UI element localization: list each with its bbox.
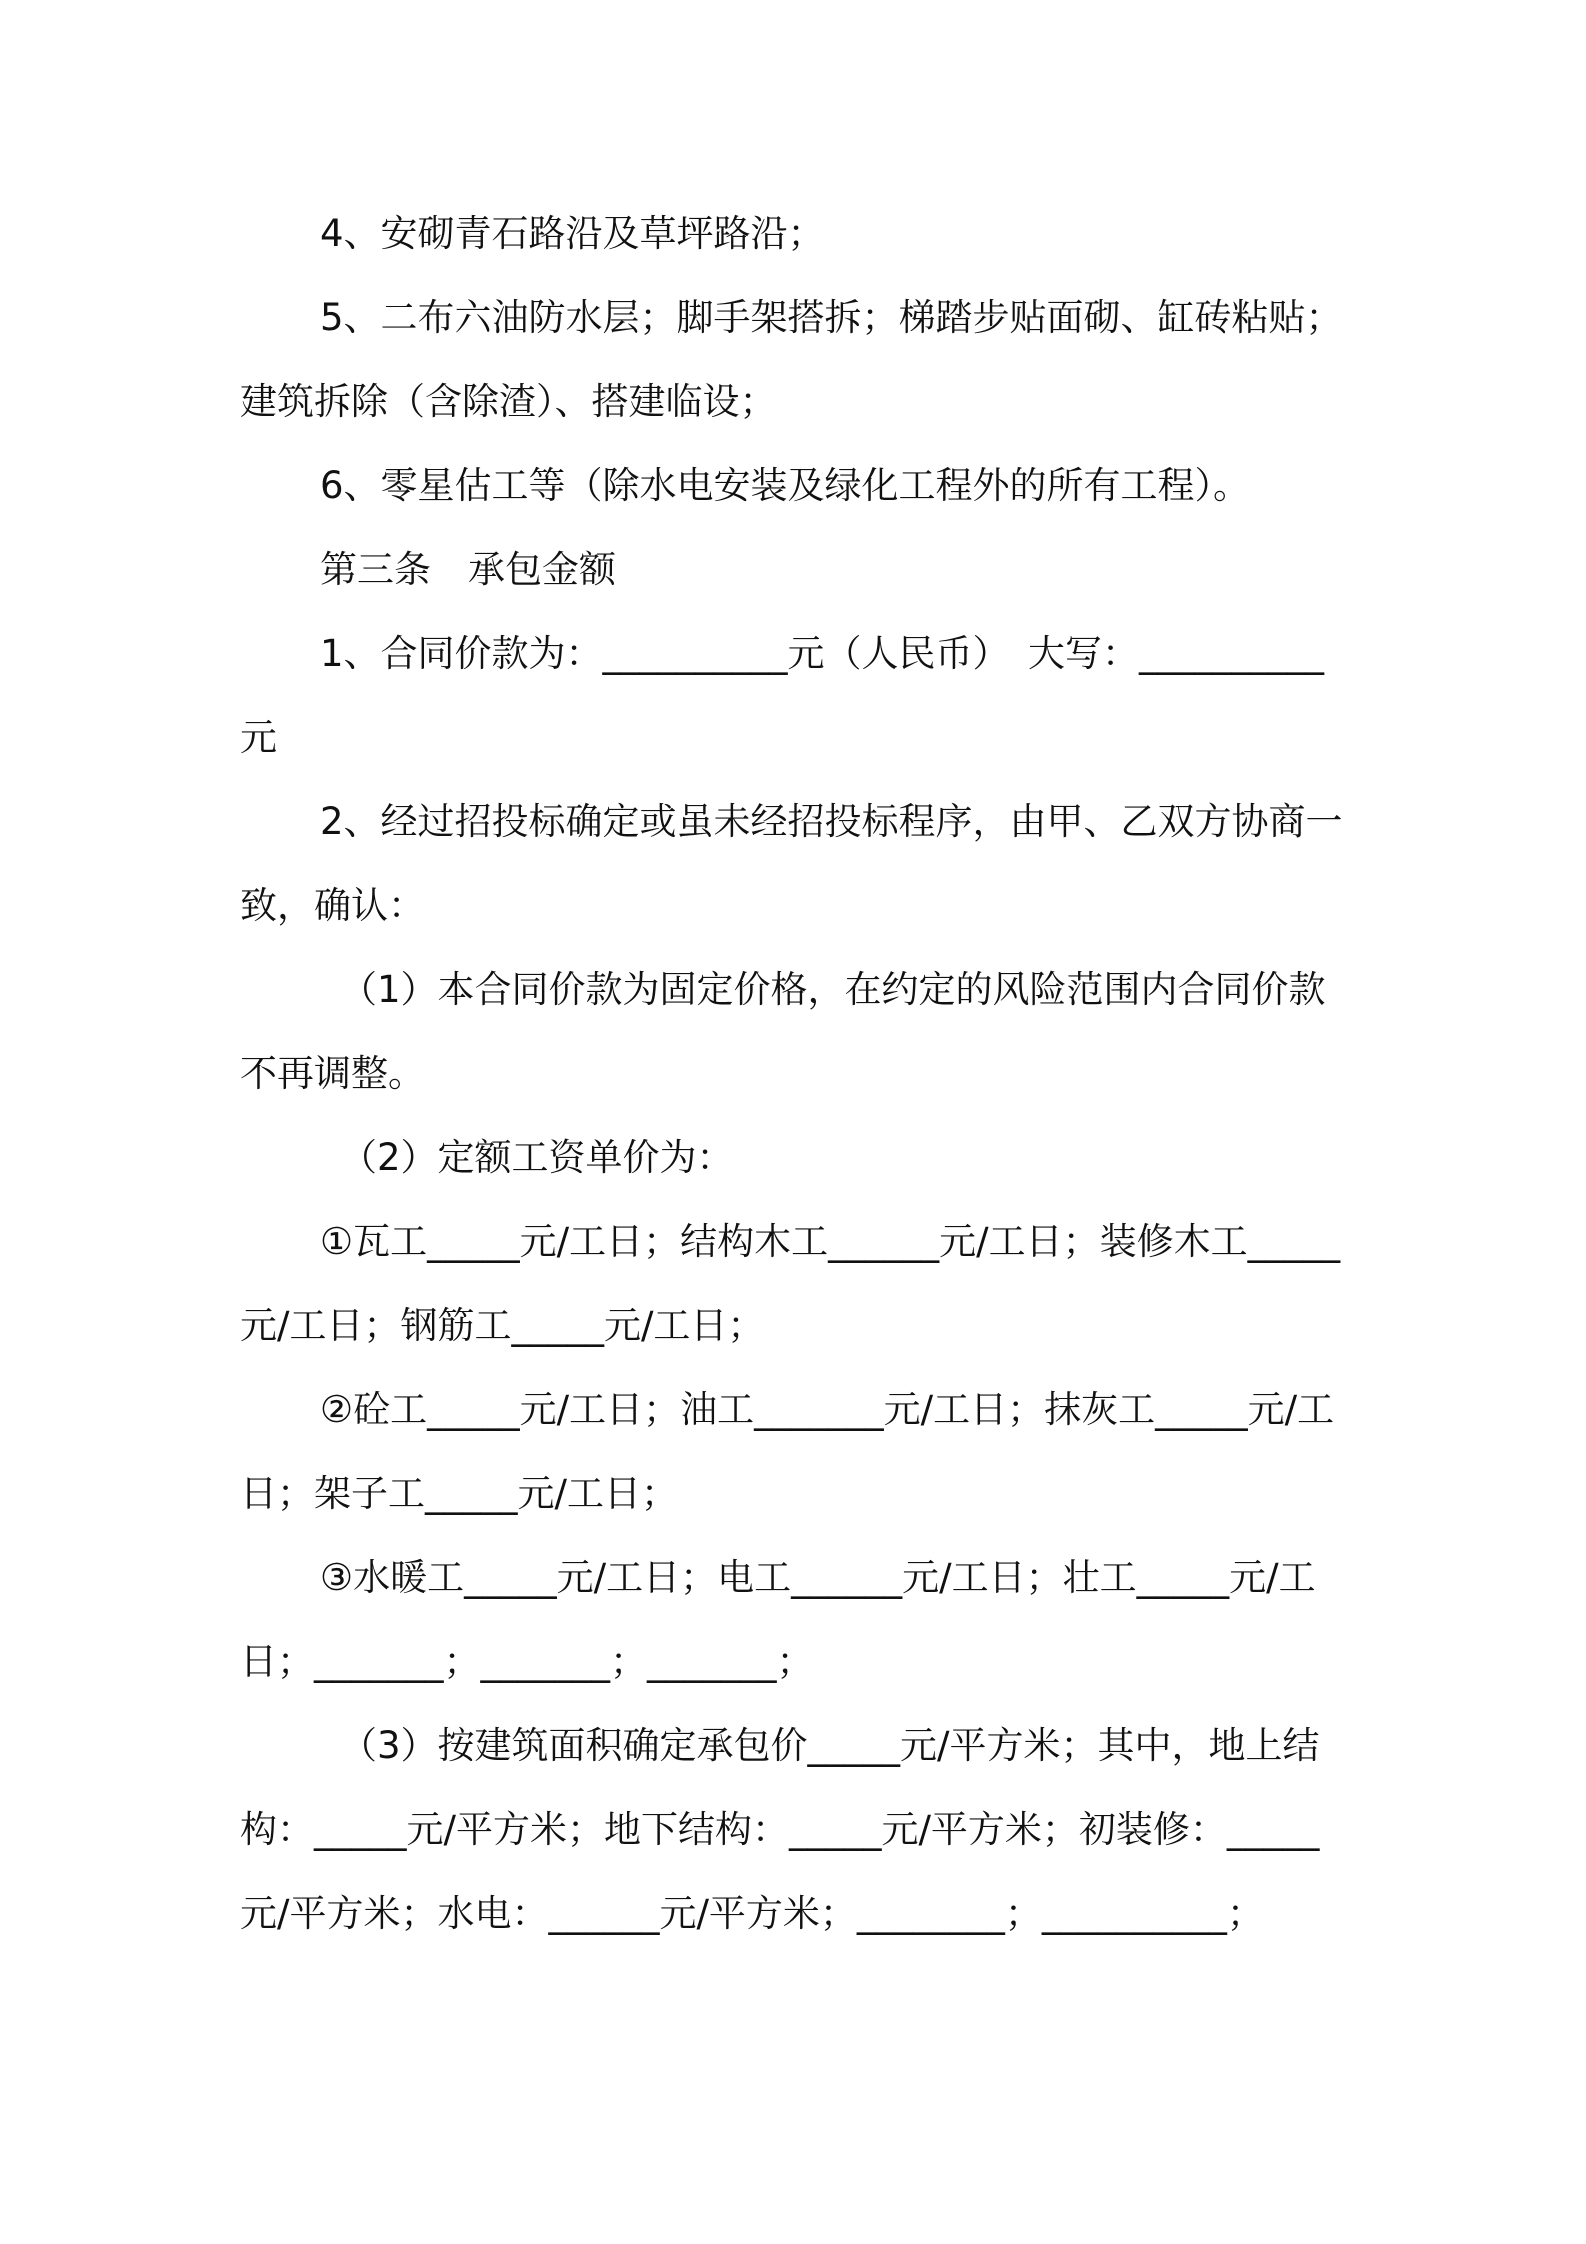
clause-item-4: 4、安砌青石路沿及草坪路沿； xyxy=(320,212,825,255)
clause-item-5: 5、二布六油防水层；脚手架搭拆；梯踏步贴面砌、缸砖粘贴；建筑拆除（含除渣）、搭建临设； xyxy=(240,296,1343,423)
wage-rates-group-2: ②砼工_____元/工日；油工_______元/工日；抹灰工_____元/工日；架子工_____元/工日； xyxy=(240,1388,1335,1515)
clause-item-6: 6、零星估工等（除水电安装及绿化工程外的所有工程）。 xyxy=(320,464,1251,507)
area-price-paragraph: （3）按建筑面积确定承包价_____元/平方米；其中，地上结构：_____元/平方米；地下结构：_____元/平方米；初装修：_____元/平方米；水电：______元/平方米；________；__________； xyxy=(240,1724,1320,1935)
wage-rate-heading: （2）定额工资单价为： xyxy=(340,1136,734,1179)
wage-rates-group-3: ③水暖工_____元/工日；电工______元/工日；壮工_____元/工日；_______；_______；_______； xyxy=(240,1556,1316,1683)
document-body xyxy=(240,192,1350,1956)
wage-rates-group-1: ①瓦工_____元/工日；结构木工______元/工日；装修木工_____元/工日；钢筋工_____元/工日； xyxy=(240,1220,1341,1347)
confirmation-paragraph: 2、经过招投标确定或虽未经招投标程序，由甲、乙双方协商一致，确认： xyxy=(240,800,1343,927)
article-heading: 第三条 承包金额 xyxy=(320,548,616,591)
fixed-price-paragraph: （1）本合同价款为固定价格，在约定的风险范围内合同价款不再调整。 xyxy=(240,968,1326,1095)
contract-price-line: 1、合同价款为：__________元（人民币） 大写：__________元 xyxy=(240,632,1325,759)
